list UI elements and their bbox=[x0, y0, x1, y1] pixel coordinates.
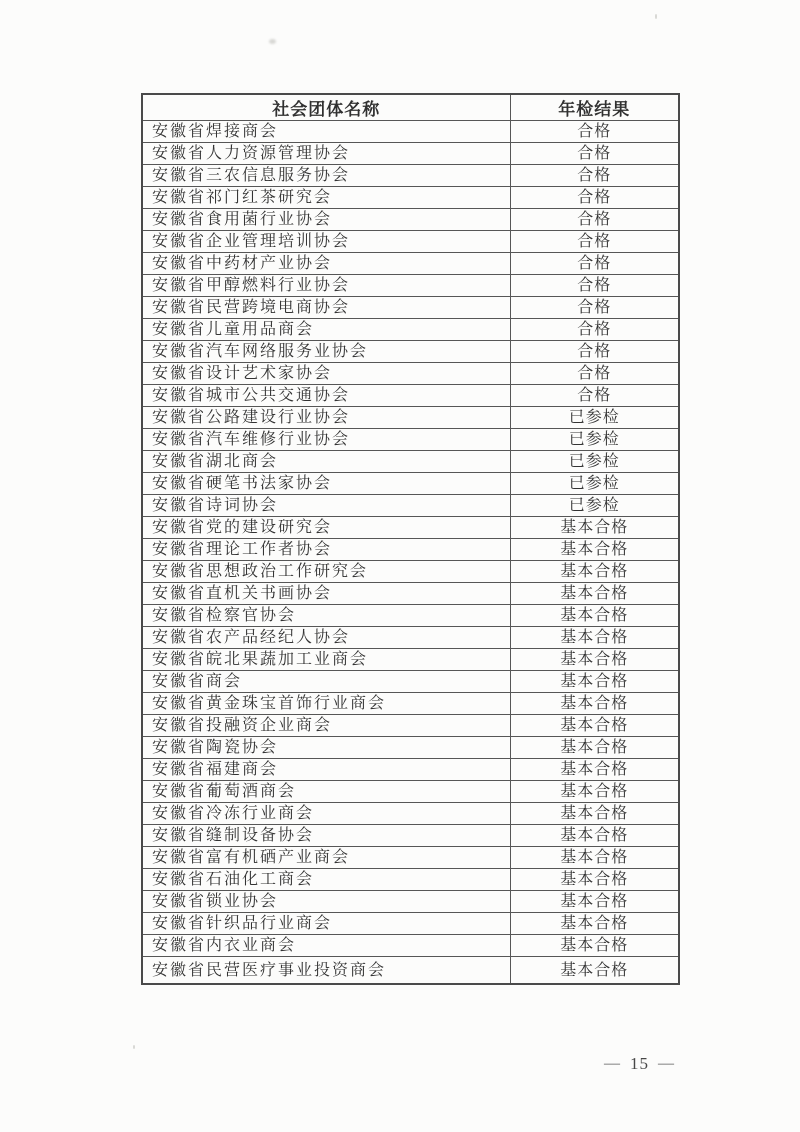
inspection-result-cell: 基本合格 bbox=[510, 627, 679, 649]
table-row bbox=[142, 913, 679, 935]
inspection-result-cell: 基本合格 bbox=[510, 671, 679, 693]
organization-name-cell: 安徽省人力资源管理协会 bbox=[142, 143, 510, 165]
organization-name-cell: 安徽省皖北果蔬加工业商会 bbox=[142, 649, 510, 671]
organization-name-cell: 安徽省甲醇燃料行业协会 bbox=[142, 275, 510, 297]
table-row bbox=[142, 627, 679, 649]
table-row bbox=[142, 319, 679, 341]
inspection-result-cell: 基本合格 bbox=[510, 825, 679, 847]
inspection-result-cell: 基本合格 bbox=[510, 759, 679, 781]
column-header-organization-name: 社会团体名称 bbox=[142, 94, 510, 121]
organization-name-cell: 安徽省葡萄酒商会 bbox=[142, 781, 510, 803]
inspection-result-cell: 合格 bbox=[510, 121, 679, 143]
table-row bbox=[142, 275, 679, 297]
organization-name-cell: 安徽省硬笔书法家协会 bbox=[142, 473, 510, 495]
organization-name-cell: 安徽省湖北商会 bbox=[142, 451, 510, 473]
organization-name-cell: 安徽省针织品行业商会 bbox=[142, 913, 510, 935]
scan-artifact-speck bbox=[269, 39, 276, 44]
organization-name-cell: 安徽省思想政治工作研究会 bbox=[142, 561, 510, 583]
organization-name-cell: 安徽省富有机硒产业商会 bbox=[142, 847, 510, 869]
inspection-result-cell: 已参检 bbox=[510, 429, 679, 451]
organization-name-cell: 安徽省福建商会 bbox=[142, 759, 510, 781]
organization-name-cell: 安徽省党的建设研究会 bbox=[142, 517, 510, 539]
page-number bbox=[604, 1054, 675, 1074]
inspection-result-cell: 合格 bbox=[510, 143, 679, 165]
table-row bbox=[142, 517, 679, 539]
table-row bbox=[142, 847, 679, 869]
inspection-result-cell: 基本合格 bbox=[510, 693, 679, 715]
inspection-result-cell: 基本合格 bbox=[510, 803, 679, 825]
inspection-result-cell: 基本合格 bbox=[510, 539, 679, 561]
table-row bbox=[142, 297, 679, 319]
table-row bbox=[142, 605, 679, 627]
organization-name-cell: 安徽省中药材产业协会 bbox=[142, 253, 510, 275]
inspection-result-cell: 基本合格 bbox=[510, 605, 679, 627]
organization-name-cell: 安徽省诗词协会 bbox=[142, 495, 510, 517]
page-number-value: 15 bbox=[630, 1054, 649, 1073]
organization-name-cell: 安徽省黄金珠宝首饰行业商会 bbox=[142, 693, 510, 715]
organization-name-cell: 安徽省锁业协会 bbox=[142, 891, 510, 913]
table-row bbox=[142, 407, 679, 429]
table-row bbox=[142, 209, 679, 231]
organization-name-cell: 安徽省民营跨境电商协会 bbox=[142, 297, 510, 319]
organization-name-cell: 安徽省食用菌行业协会 bbox=[142, 209, 510, 231]
column-header-inspection-result: 年检结果 bbox=[510, 94, 679, 121]
inspection-result-cell: 基本合格 bbox=[510, 957, 679, 985]
inspection-result-cell: 基本合格 bbox=[510, 517, 679, 539]
inspection-result-cell: 基本合格 bbox=[510, 847, 679, 869]
organization-name-cell: 安徽省民营医疗事业投资商会 bbox=[142, 957, 510, 985]
inspection-result-cell: 已参检 bbox=[510, 407, 679, 429]
inspection-result-cell: 合格 bbox=[510, 165, 679, 187]
table-row bbox=[142, 825, 679, 847]
inspection-result-cell: 合格 bbox=[510, 297, 679, 319]
inspection-result-cell: 合格 bbox=[510, 319, 679, 341]
inspection-result-cell: 基本合格 bbox=[510, 891, 679, 913]
table-row bbox=[142, 869, 679, 891]
inspection-result-cell: 基本合格 bbox=[510, 737, 679, 759]
organization-name-cell: 安徽省陶瓷协会 bbox=[142, 737, 510, 759]
scan-artifact-speck bbox=[655, 14, 657, 19]
table-row bbox=[142, 363, 679, 385]
organization-name-cell: 安徽省理论工作者协会 bbox=[142, 539, 510, 561]
organization-name-cell: 安徽省儿童用品商会 bbox=[142, 319, 510, 341]
inspection-result-cell: 合格 bbox=[510, 275, 679, 297]
table-row bbox=[142, 561, 679, 583]
inspection-result-cell: 基本合格 bbox=[510, 583, 679, 605]
inspection-result-cell: 基本合格 bbox=[510, 715, 679, 737]
table-row bbox=[142, 715, 679, 737]
inspection-result-cell: 基本合格 bbox=[510, 561, 679, 583]
inspection-result-cell: 合格 bbox=[510, 187, 679, 209]
table-row bbox=[142, 231, 679, 253]
table-row bbox=[142, 385, 679, 407]
organization-name-cell: 安徽省企业管理培训协会 bbox=[142, 231, 510, 253]
table-row bbox=[142, 539, 679, 561]
table-row bbox=[142, 737, 679, 759]
inspection-result-cell: 已参检 bbox=[510, 473, 679, 495]
inspection-result-cell: 基本合格 bbox=[510, 913, 679, 935]
table-row bbox=[142, 649, 679, 671]
inspection-result-cell: 合格 bbox=[510, 363, 679, 385]
page-number-dash-right: — bbox=[658, 1055, 675, 1072]
table-row bbox=[142, 957, 679, 985]
organization-name-cell: 安徽省商会 bbox=[142, 671, 510, 693]
table-row bbox=[142, 473, 679, 495]
table-row bbox=[142, 671, 679, 693]
inspection-result-cell: 合格 bbox=[510, 209, 679, 231]
table-row bbox=[142, 121, 679, 143]
inspection-result-cell: 基本合格 bbox=[510, 649, 679, 671]
table-row bbox=[142, 165, 679, 187]
organization-name-cell: 安徽省公路建设行业协会 bbox=[142, 407, 510, 429]
organization-name-cell: 安徽省设计艺术家协会 bbox=[142, 363, 510, 385]
organization-name-cell: 安徽省检察官协会 bbox=[142, 605, 510, 627]
organization-name-cell: 安徽省缝制设备协会 bbox=[142, 825, 510, 847]
inspection-result-cell: 合格 bbox=[510, 341, 679, 363]
inspection-result-cell: 合格 bbox=[510, 231, 679, 253]
table-row bbox=[142, 429, 679, 451]
inspection-result-cell: 基本合格 bbox=[510, 935, 679, 957]
scan-artifact-speck bbox=[133, 1045, 135, 1049]
table-row bbox=[142, 187, 679, 209]
organization-name-cell: 安徽省冷冻行业商会 bbox=[142, 803, 510, 825]
organization-name-cell: 安徽省焊接商会 bbox=[142, 121, 510, 143]
table-row bbox=[142, 143, 679, 165]
organization-name-cell: 安徽省城市公共交通协会 bbox=[142, 385, 510, 407]
organization-name-cell: 安徽省祁门红茶研究会 bbox=[142, 187, 510, 209]
table-header-row bbox=[142, 94, 679, 121]
organization-name-cell: 安徽省汽车网络服务业协会 bbox=[142, 341, 510, 363]
inspection-result-cell: 基本合格 bbox=[510, 869, 679, 891]
table-row bbox=[142, 341, 679, 363]
table-row bbox=[142, 803, 679, 825]
table-row bbox=[142, 495, 679, 517]
organization-name-cell: 安徽省汽车维修行业协会 bbox=[142, 429, 510, 451]
inspection-result-cell: 基本合格 bbox=[510, 781, 679, 803]
table-row bbox=[142, 583, 679, 605]
table-row bbox=[142, 253, 679, 275]
organization-name-cell: 安徽省三农信息服务协会 bbox=[142, 165, 510, 187]
table-row bbox=[142, 451, 679, 473]
annual-inspection-results-table bbox=[141, 93, 680, 985]
page-number-dash-left: — bbox=[604, 1055, 621, 1072]
table-row bbox=[142, 693, 679, 715]
organization-name-cell: 安徽省石油化工商会 bbox=[142, 869, 510, 891]
organization-name-cell: 安徽省投融资企业商会 bbox=[142, 715, 510, 737]
inspection-result-cell: 合格 bbox=[510, 385, 679, 407]
organization-name-cell: 安徽省农产品经纪人协会 bbox=[142, 627, 510, 649]
inspection-result-cell: 合格 bbox=[510, 253, 679, 275]
organization-name-cell: 安徽省内衣业商会 bbox=[142, 935, 510, 957]
table-row bbox=[142, 935, 679, 957]
table-row bbox=[142, 891, 679, 913]
table-row bbox=[142, 781, 679, 803]
organization-name-cell: 安徽省直机关书画协会 bbox=[142, 583, 510, 605]
table-row bbox=[142, 759, 679, 781]
inspection-result-cell: 已参检 bbox=[510, 451, 679, 473]
inspection-result-cell: 已参检 bbox=[510, 495, 679, 517]
